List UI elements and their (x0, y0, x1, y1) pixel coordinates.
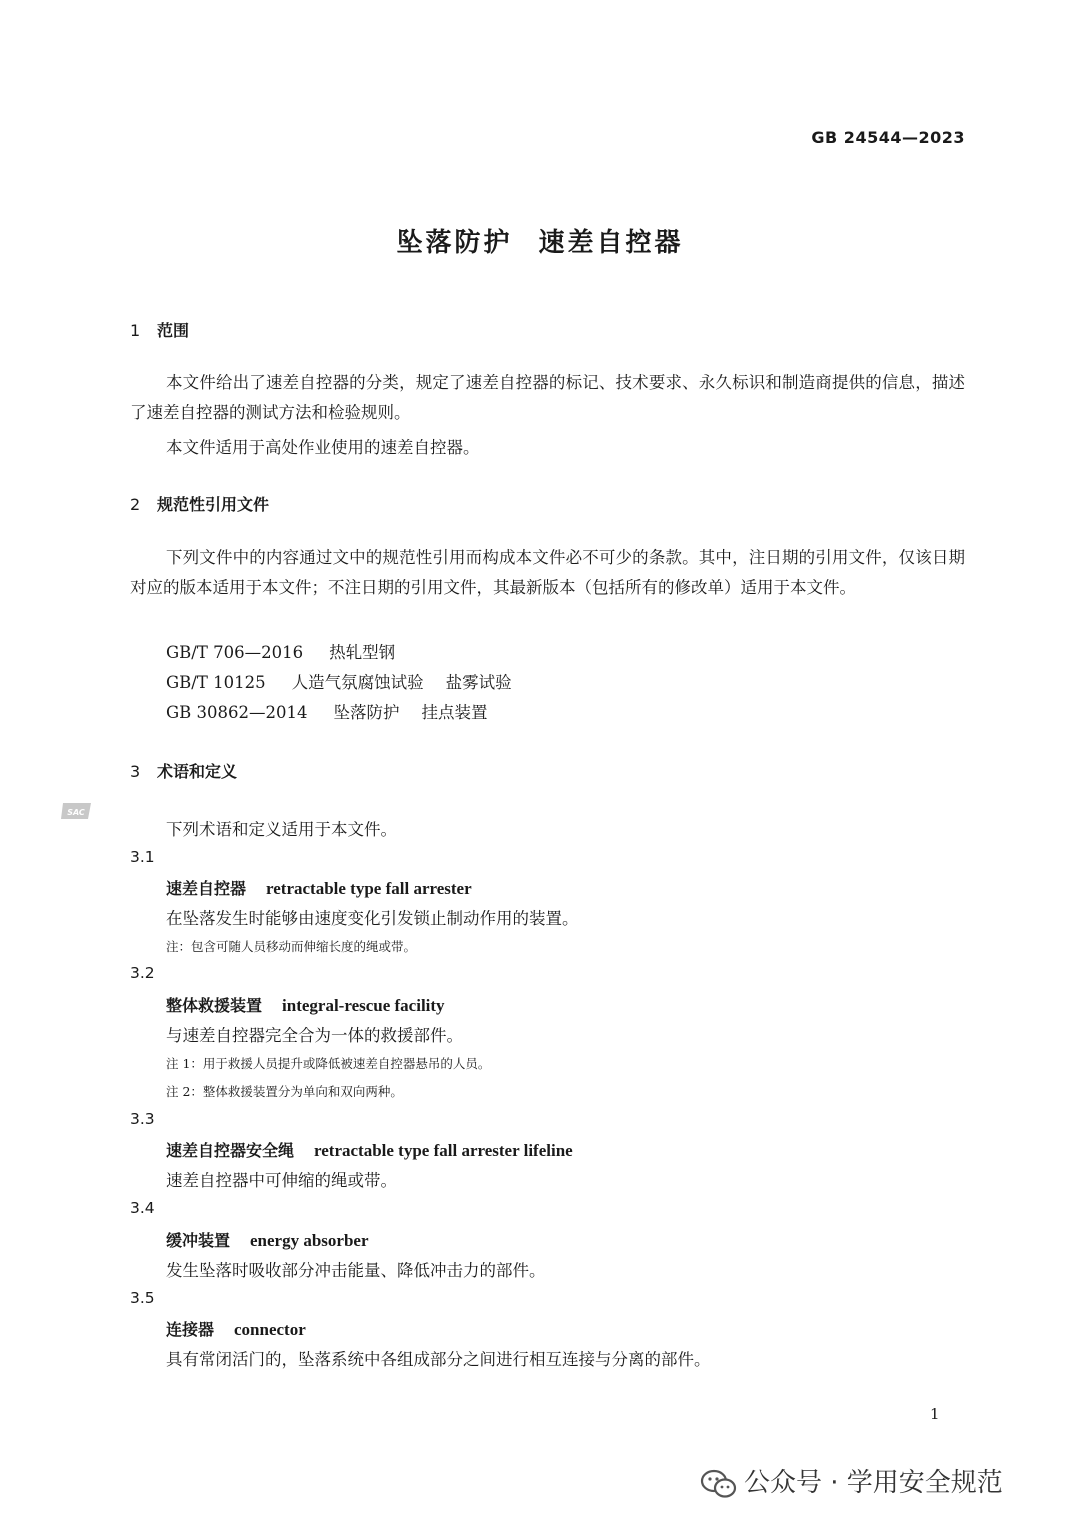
term-zh: 速差自控器安全绳 (166, 1141, 295, 1160)
section-number: 2 (130, 495, 141, 514)
term-en: energy absorber (250, 1231, 369, 1250)
paragraph: 下列术语和定义适用于本文件。 (166, 820, 397, 839)
reference-title: 盐雾试验 (445, 673, 512, 692)
term-definition: 发生坠落时吸收部分冲击能量、降低冲击力的部件。 (166, 1261, 546, 1280)
term-definition: 速差自控器中可伸缩的绳或带。 (166, 1171, 397, 1190)
reference-item (166, 699, 488, 723)
document-title (0, 222, 1080, 259)
reference-title: 挂点装置 (421, 703, 488, 722)
term-heading (166, 876, 472, 899)
sac-seal-watermark (60, 800, 94, 822)
term-definition: 具有常闭活门的，坠落系统中各组成部分之间进行相互连接与分离的部件。 (166, 1350, 711, 1369)
term-en: connector (234, 1320, 306, 1339)
wechat-icon (700, 1468, 738, 1500)
term-en: integral-rescue facility (282, 996, 445, 1015)
reference-title: 坠落防护 (333, 703, 400, 722)
term-number: 3.3 (130, 1110, 155, 1128)
term-heading (166, 993, 445, 1016)
term-zh: 缓冲装置 (166, 1231, 231, 1250)
term-note: 注：包含可随人员移动而伸缩长度的绳或带。 (166, 939, 417, 954)
term-definition: 在坠落发生时能够由速度变化引发锁止制动作用的装置。 (166, 909, 579, 928)
wechat-footer-watermark (700, 1462, 1003, 1500)
reference-code: GB/T 10125 (166, 673, 266, 692)
page-number: 1 (930, 1405, 940, 1423)
term-note: 注 2：整体救援装置分为单向和双向两种。 (166, 1084, 403, 1099)
reference-item (166, 639, 395, 663)
title-part2: 速差自控器 (538, 228, 684, 258)
section-heading (130, 492, 269, 515)
term-zh: 速差自控器 (166, 879, 247, 898)
term-note: 注 1：用于救援人员提升或降低被速差自控器悬吊的人员。 (166, 1056, 491, 1071)
seal-text: SAC (67, 808, 85, 817)
term-zh: 连接器 (166, 1320, 215, 1339)
reference-title: 热轧型钢 (329, 643, 396, 662)
section-heading (130, 318, 189, 341)
section-number: 3 (130, 762, 141, 781)
term-en: retractable type fall arrester (266, 879, 472, 898)
term-heading (166, 1317, 306, 1340)
term-number: 3.2 (130, 964, 155, 982)
term-number: 3.5 (130, 1289, 155, 1307)
term-heading (166, 1138, 573, 1161)
section-title: 范围 (157, 321, 190, 340)
term-en: retractable type fall arrester lifeline (314, 1141, 573, 1160)
reference-item (166, 669, 512, 693)
footer-text: 公众号 · 学用安全规范 (744, 1468, 1003, 1498)
reference-title: 人造气氛腐蚀试验 (291, 673, 424, 692)
section-title: 术语和定义 (157, 762, 238, 781)
title-part1: 坠落防护 (396, 228, 513, 258)
term-definition: 与速差自控器完全合为一体的救援部件。 (166, 1026, 463, 1045)
paragraph: 本文件给出了速差自控器的分类，规定了速差自控器的标记、技术要求、永久标识和制造商提供的信息，描述了速差自控器的测试方法和检验规则。 (130, 373, 965, 422)
section-heading (130, 759, 237, 782)
standard-number: GB 24544—2023 (811, 128, 965, 147)
term-heading (166, 1228, 369, 1251)
term-number: 3.4 (130, 1199, 155, 1217)
paragraph: 下列文件中的内容通过文中的规范性引用而构成本文件必不可少的条款。其中，注日期的引用文件，仅该日期对应的版本适用于本文件；不注日期的引用文件，其最新版本（包括所有的修改单）适用于本文件。 (130, 548, 965, 597)
section-title: 规范性引用文件 (157, 495, 270, 514)
reference-code: GB/T 706—2016 (166, 643, 304, 662)
reference-code: GB 30862—2014 (166, 703, 308, 722)
term-zh: 整体救援装置 (166, 996, 263, 1015)
paragraph: 本文件适用于高处作业使用的速差自控器。 (166, 438, 480, 457)
section-number: 1 (130, 321, 141, 340)
term-number: 3.1 (130, 848, 155, 866)
